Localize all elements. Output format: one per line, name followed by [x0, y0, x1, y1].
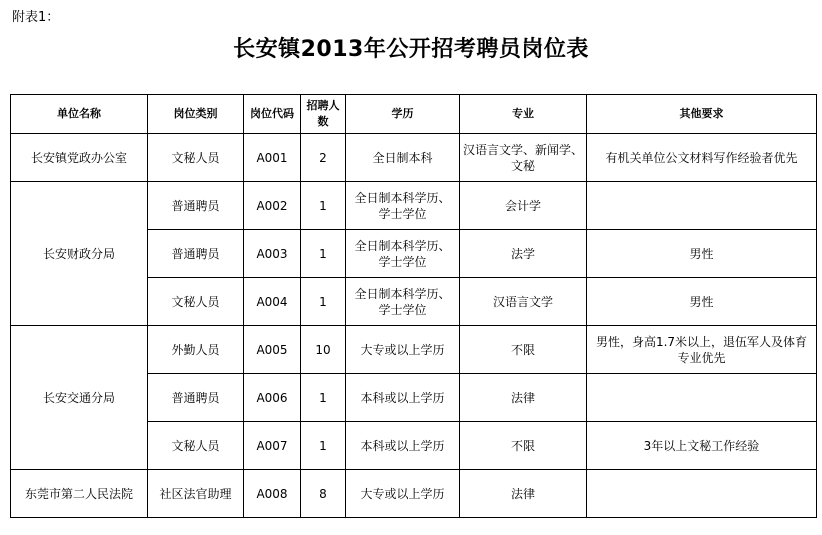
category-cell: 普通聘员 [148, 374, 244, 422]
count-cell: 2 [301, 134, 346, 182]
code-cell: A004 [244, 278, 301, 326]
category-cell: 文秘人员 [148, 278, 244, 326]
education-cell: 全日制本科 [346, 134, 460, 182]
other-cell: 有机关单位公文材料写作经验者优先 [587, 134, 817, 182]
count-cell: 1 [301, 374, 346, 422]
category-cell: 文秘人员 [148, 422, 244, 470]
major-cell: 汉语言文学、新闻学、文秘 [460, 134, 587, 182]
table-row [11, 326, 817, 374]
major-cell: 法学 [460, 230, 587, 278]
code-cell: A005 [244, 326, 301, 374]
other-cell [587, 182, 817, 230]
count-cell: 1 [301, 182, 346, 230]
table-row [11, 134, 817, 182]
education-cell: 大专或以上学历 [346, 470, 460, 518]
major-cell: 汉语言文学 [460, 278, 587, 326]
table-row [11, 470, 817, 518]
header-row [11, 95, 817, 134]
code-cell: A001 [244, 134, 301, 182]
major-cell: 不限 [460, 326, 587, 374]
category-cell: 外勤人员 [148, 326, 244, 374]
count-cell: 1 [301, 422, 346, 470]
education-cell: 全日制本科学历、学士学位 [346, 278, 460, 326]
category-cell: 普通聘员 [148, 230, 244, 278]
table-row [11, 182, 817, 230]
unit-cell: 长安镇党政办公室 [11, 134, 148, 182]
other-cell [587, 470, 817, 518]
appendix-label: 附表1： [12, 10, 60, 25]
other-cell: 男性，身高1.7米以上，退伍军人及体育专业优先 [587, 326, 817, 374]
major-cell: 会计学 [460, 182, 587, 230]
other-cell: 3年以上文秘工作经验 [587, 422, 817, 470]
document-title: 长安镇2013年公开招考聘员岗位表 [233, 37, 589, 62]
count-cell: 10 [301, 326, 346, 374]
header-code: 岗位代码 [244, 95, 301, 134]
unit-cell: 长安财政分局 [11, 182, 148, 326]
count-cell: 1 [301, 278, 346, 326]
code-cell: A006 [244, 374, 301, 422]
other-cell: 男性 [587, 230, 817, 278]
education-cell: 本科或以上学历 [346, 374, 460, 422]
category-cell: 普通聘员 [148, 182, 244, 230]
code-cell: A003 [244, 230, 301, 278]
header-major: 专业 [460, 95, 587, 134]
other-cell [587, 374, 817, 422]
other-cell: 男性 [587, 278, 817, 326]
code-cell: A008 [244, 470, 301, 518]
code-cell: A002 [244, 182, 301, 230]
category-cell: 文秘人员 [148, 134, 244, 182]
header-other: 其他要求 [587, 95, 817, 134]
header-category: 岗位类别 [148, 95, 244, 134]
header-unit: 单位名称 [11, 95, 148, 134]
major-cell: 法律 [460, 374, 587, 422]
unit-cell: 长安交通分局 [11, 326, 148, 470]
education-cell: 本科或以上学历 [346, 422, 460, 470]
count-cell: 8 [301, 470, 346, 518]
code-cell: A007 [244, 422, 301, 470]
unit-cell: 东莞市第二人民法院 [11, 470, 148, 518]
header-count: 招聘人数 [301, 95, 346, 134]
category-cell: 社区法官助理 [148, 470, 244, 518]
education-cell: 全日制本科学历、学士学位 [346, 182, 460, 230]
major-cell: 不限 [460, 422, 587, 470]
major-cell: 法律 [460, 470, 587, 518]
header-education: 学历 [346, 95, 460, 134]
positions-table [10, 94, 817, 518]
education-cell: 大专或以上学历 [346, 326, 460, 374]
education-cell: 全日制本科学历、学士学位 [346, 230, 460, 278]
count-cell: 1 [301, 230, 346, 278]
